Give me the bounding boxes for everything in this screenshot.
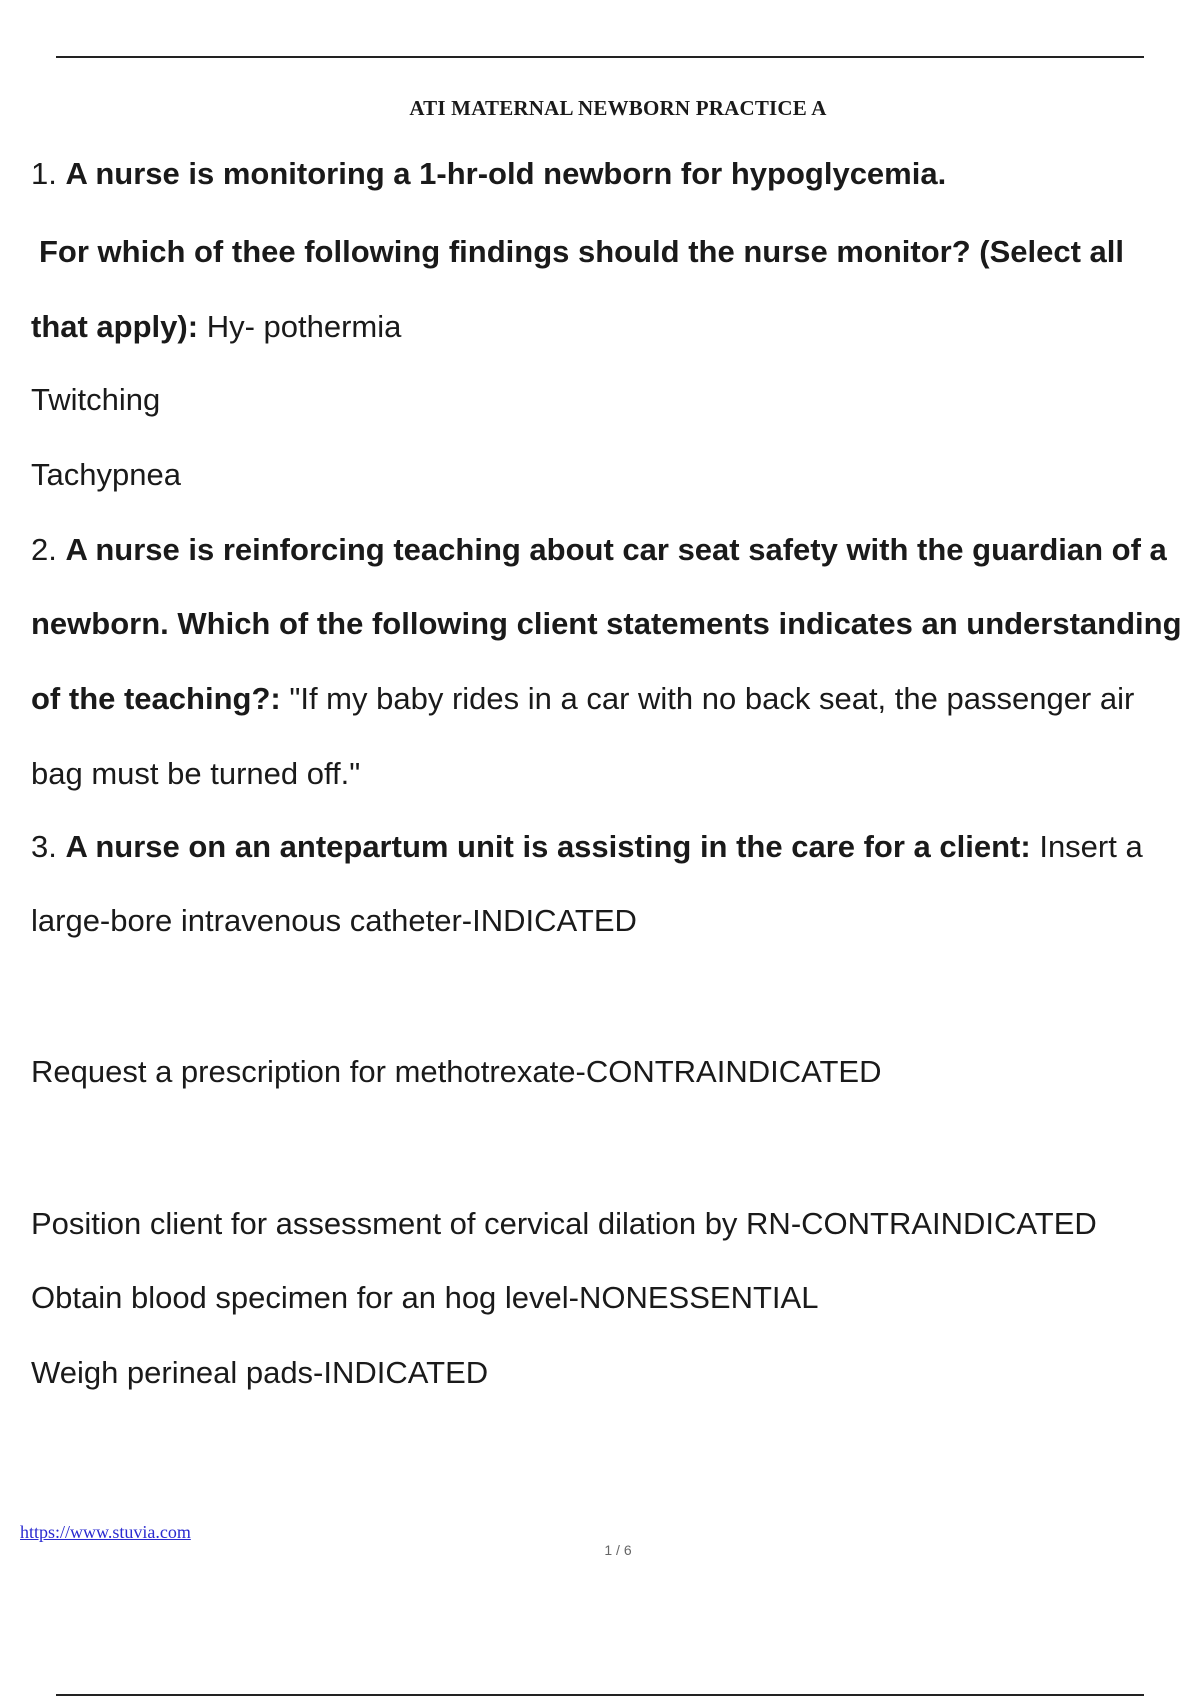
document-title: ATI MATERNAL NEWBORN PRACTICE A (409, 96, 827, 120)
question-1-answer-2: Twitching (31, 382, 161, 417)
question-3-answer-1: Insert a (1039, 829, 1143, 864)
question-2-line-1 (31, 534, 1167, 565)
question-3-answer-5: Weigh perineal pads-INDICATED (31, 1355, 489, 1390)
question-2-line-3 (31, 683, 1134, 714)
question-1-stem-line-2: For which of thee following findings should the nurse monitor? (Select all (39, 234, 1125, 269)
page-number: 1 / 6 (604, 1542, 632, 1558)
top-rule (56, 56, 1144, 58)
stuvia-link[interactable]: https://www.stuvia.com (20, 1522, 191, 1542)
question-2-stem: A nurse is reinforcing teaching about car seat safety with the guardian of a (65, 532, 1167, 567)
question-1-number: 1. (31, 156, 57, 191)
question-2-stem-line-2: newborn. Which of the following client statements indicates an understanding (31, 606, 1182, 641)
bottom-rule (56, 1694, 1144, 1696)
question-1-stem-line-3: that apply): (31, 309, 199, 344)
question-2-answer-line-2: bag must be turned off." (31, 756, 361, 791)
question-3-stem: A nurse on an antepartum unit is assisting in the care for a client: (65, 829, 1031, 864)
question-1-answer-1: Hy- pothermia (206, 309, 402, 344)
question-3-answer-2: Request a prescription for methotrexate-CONTRAINDICATED (31, 1054, 882, 1089)
question-1-answer-3: Tachypnea (31, 457, 181, 492)
question-2-answer: "If my baby rides in a car with no back seat, the passenger air (289, 681, 1135, 716)
question-3-answer-1-line-2: large-bore intravenous catheter-INDICATED (31, 903, 637, 938)
question-3-answer-3: Position client for assessment of cervical dilation by RN-CONTRAINDICATED (31, 1206, 1097, 1241)
question-2-stem-line-3: of the teaching?: (31, 681, 281, 716)
question-3-line-1 (31, 831, 1143, 862)
question-2-number: 2. (31, 532, 57, 567)
question-3-answer-4: Obtain blood specimen for an hog level-NONESSENTIAL (31, 1280, 819, 1315)
question-1-line-3 (31, 311, 401, 342)
question-1-line-1 (31, 158, 946, 189)
question-3-number: 3. (31, 829, 57, 864)
question-1-stem: A nurse is monitoring a 1-hr-old newborn for hypoglycemia. (65, 156, 947, 191)
